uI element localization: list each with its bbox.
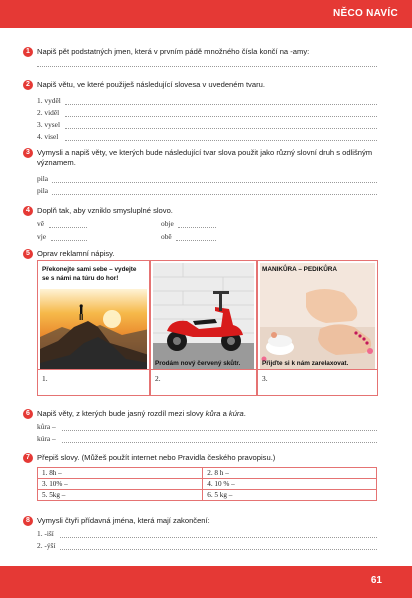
task-text: Vymysli čtyři přídavná jména, která mají zakončení: [37,516,210,525]
header-title: NĚCO NAVÍC [332,8,398,19]
ad-text-2: Prodám nový červený skůtr. [155,360,241,367]
answer-line[interactable] [178,227,216,228]
item-label: 1. vyděl [37,96,61,105]
page-footer [0,566,412,598]
answer-line[interactable] [65,116,377,117]
task-text: Napiš větu, ve které použiješ následující slovesa v uvedeném tvaru. [37,80,265,89]
task-number: 5 [23,249,33,259]
page-number: 61 [370,575,382,586]
task-text: Přepiš slovy. (Můžeš použít internet nebo Pravidla českého pravopisu.) [37,453,276,462]
ad-panel-1 [37,260,150,396]
table-row [38,490,377,501]
answer-number: 3. [262,374,268,383]
task-text: Oprav reklamní nápisy. [37,249,115,258]
ad-panel-2 [150,260,257,396]
answer-number: 2. [155,374,161,383]
answer-line[interactable] [65,128,377,129]
item-label: obě [161,232,172,241]
page-header [0,0,412,28]
table-cell[interactable]: 2. 8 h – [203,468,377,479]
table-cell[interactable]: 1. 8h – [38,468,203,479]
answer-line[interactable] [60,549,377,550]
answer-line[interactable] [65,104,377,105]
pedicure-photo [260,263,375,369]
task-number: 6 [23,409,33,419]
answer-number: 1. [42,374,48,383]
table-cell[interactable]: 3. 10% – [38,479,203,490]
scooter-photo [153,263,254,369]
answer-line[interactable] [51,240,87,241]
table-row [38,479,377,490]
table-cell[interactable]: 5. 5kg – [38,490,203,501]
task-text: Vymysli a napiš věty, ve kterých bude následující tvar slova použit jako různý slovní druh s odlišným významem. [37,148,373,167]
task-text: Napiš pět podstatných jmen, která v prvním pádě množného čísla končí na -amy: [37,47,310,56]
answer-line[interactable] [37,66,377,67]
answer-cell[interactable] [258,369,377,395]
table-cell[interactable]: 4. 10 % – [203,479,377,490]
ad-title-3: MANIKŮRA – PEDIKŮRA [262,266,338,273]
task-number: 8 [23,516,33,526]
item-label: kůra – [37,422,56,431]
answer-line[interactable] [176,240,216,241]
task-number: 1 [23,47,33,57]
answer-line[interactable] [65,140,377,141]
answer-line[interactable] [60,537,377,538]
task-number: 7 [23,453,33,463]
answer-line[interactable] [62,430,377,431]
answer-line[interactable] [52,182,377,183]
answer-line[interactable] [49,227,87,228]
task-number: 3 [23,148,33,158]
item-label: 3. vysel [37,120,60,129]
item-label: vje [37,232,47,241]
item-label: vě [37,219,44,228]
ad-text-1: Překonejte sami sebe – vydejte se s námi na túru do hor! [42,266,137,282]
table-cell[interactable]: 6. 5 kg – [203,490,377,501]
answer-line[interactable] [62,442,377,443]
ad-text-3: Přijďte si k nám zarelaxovat. [262,360,349,367]
ad-panel-3 [257,260,378,396]
task-text: Doplň tak, aby vzniklo smysluplné slovo. [37,206,173,215]
task-number: 2 [23,80,33,90]
task-text: Napiš věty, z kterých bude jasný rozdíl mezi slovy kůra a kúra. [37,409,246,418]
table-row [38,468,377,479]
item-label: 2. -ýší [37,541,56,550]
item-label: kúra – [37,434,56,443]
task-number: 4 [23,206,33,216]
answer-cell[interactable] [151,369,256,395]
item-label: 1. -iší [37,529,54,538]
rewrite-table [37,467,377,501]
answer-cell[interactable] [38,369,149,395]
answer-line[interactable] [52,194,377,195]
item-label: pila [37,174,49,183]
mountain-photo [40,263,147,369]
item-label: 4. visel [37,132,59,141]
item-label: 2. viděl [37,108,60,117]
item-label: pila [37,186,49,195]
item-label: obje [161,219,174,228]
